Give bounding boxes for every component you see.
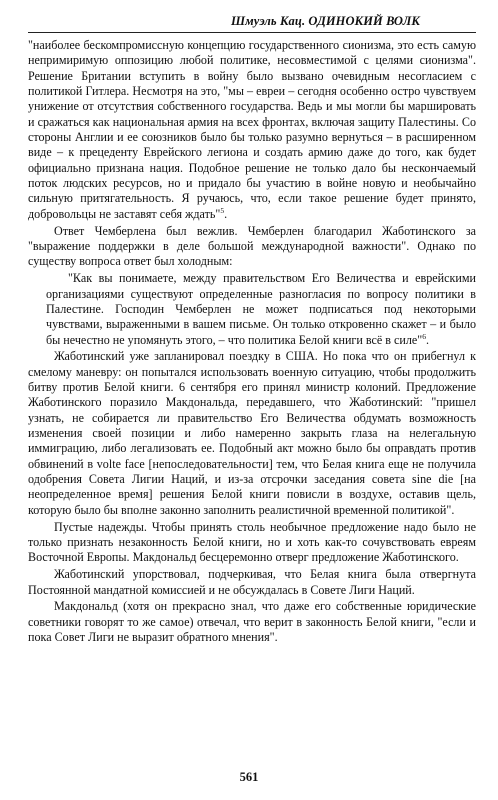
footnote-ref: 5 bbox=[220, 205, 225, 215]
paragraph: Жаботинский уже запланировал поездку в США. Но пока что он прибегнул к смелому маневру: он попытался использовать военную ситуацию, чтобы продолжить битву против Белой книги. 6 сентября его принял министр колоний. Предложение Жаботинского поразило Макдональда, передавшего, что Жаботинский: "пришел узнать, не собирается ли правительство Его Величества обдумать возможность изменения своей позиции и либо намеренно закрыть глаза на нелегальную иммиграцию, либо легализовать ее. Подобный акт можно было бы оправдать против обвинений в volte face [непоследовательности] тем, что Белая книга еще не получила одобрения Совета Лигии Наций, и из-за отсрочки заседания совета sine die [на неопределенное время] решения Белой книги повисли в воздухе, оставив щель, которую было бы вполне законно заполнить реалистичной временной политикой". bbox=[28, 349, 476, 517]
paragraph: Пустые надежды. Чтобы принять столь необычное предложение надо было не только признать незаконность Белой книги, но и хоть как-то сочувствовать евреям Восточной Европы. Макдональд бесцеремонно отверг предложение Жаботинского. bbox=[28, 519, 476, 565]
body-text bbox=[28, 38, 476, 647]
paragraph: Жаботинский упорствовал, подчеркивая, что Белая книга была отвергнута Постоянной мандатной комиссией и не обсуждалась в Совете Лиги Наций. bbox=[28, 567, 476, 597]
block-quote: "Как вы понимаете, между правительством Его Величества и еврейскими организациями существуют определенные разногласия по вопросу политики в Палестине. Господин Чемберлен не может подписаться под некоторыми чувствами, выраженными в вашем письме. Он только откровенно скажет – и было бы нечестно не упомянуть этого, – что политика Белой книги всё в силе"$^6$. bbox=[46, 271, 476, 347]
running-header-title: Шмуэль Кац. ОДИНОКИЙ ВОЛК bbox=[230, 14, 420, 28]
footnote-ref: 6 bbox=[422, 331, 426, 341]
paragraph: Ответ Чемберлена был вежлив. Чемберлен благодарил Жаботинского за "выражение поддержки в деле большой международной важности". Однако по существу вопроса ответ был холодным: bbox=[28, 223, 476, 269]
paragraph: "наиболее бескомпромиссную концепцию государственного сионизма, это есть самую непримиримую оппозицию любой политике, несовместимой с целями сионизма". Решение Британии вступить в войну было вызвано очевидным несогласием с политикой Гитлера. Несмотря на это, "мы – евреи – сегодня особенно остро чувствуем унижение от отсутствия собственного государства. Ведь и мы могли бы маршировать и сражаться как национальная армия на всех фронтах, включая защиту Палестины. Со стороны Англии и ее союзников было бы только разумно вернуться – в расширенном виде – к прецеденту Еврейского легиона и создать армию даже до того, как будет официально признана нация. Подобное решение не только дало бы нескончаемый поток людских ресурсов, но и придало бы участию в войне новую и необычайно сильную притягательность. Я ручаюсь, что, если такое решение будет принято, добровольцы не заставят себя ждать"$^5$. bbox=[28, 38, 476, 221]
paragraph: Макдональд (хотя он прекрасно знал, что даже его собственные юридические советники говорят то же самое) отвечал, что верит в законность Белой книги, "если и пока Совет Лиги не выразит обратного мнения". bbox=[28, 599, 476, 645]
running-header bbox=[28, 6, 476, 33]
page-number: 561 bbox=[239, 770, 259, 784]
